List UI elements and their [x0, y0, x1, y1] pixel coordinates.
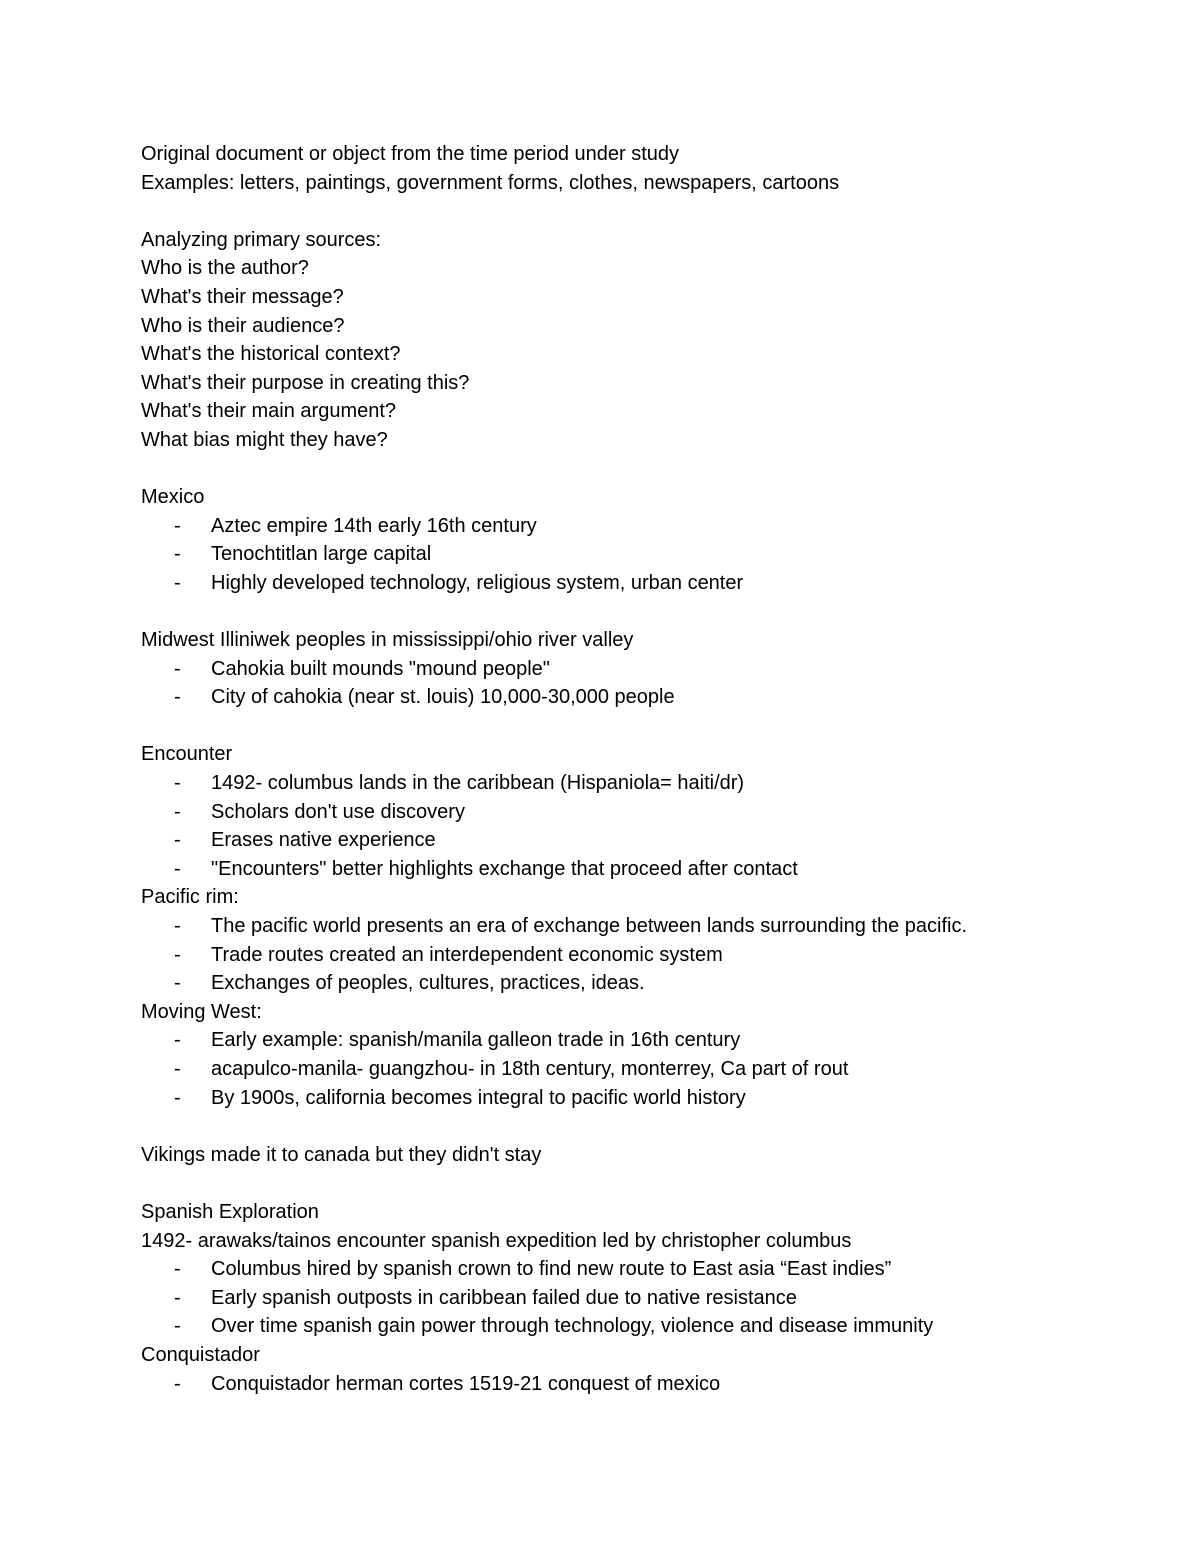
analyzing-question: What's their message? [141, 285, 344, 308]
analyzing-question: What's their purpose in creating this? [141, 371, 470, 394]
encounter-heading: Encounter [141, 743, 233, 766]
list-item-text: Aztec empire 14th early 16th century [211, 514, 537, 537]
analyzing-question: Who is the author? [141, 257, 309, 280]
list-item-text: Early example: spanish/manila galleon trade in 16th century [211, 1029, 741, 1052]
mexico-list-item [141, 512, 1141, 541]
pacific-list-item [141, 969, 1141, 998]
encounter-list-item [141, 855, 1141, 884]
bullet-dash: - [174, 1372, 181, 1395]
encounter-list-item [141, 826, 1141, 855]
analyzing-question: What's their main argument? [141, 400, 397, 423]
mexico-list-item [141, 540, 1141, 569]
bullet-dash: - [174, 915, 181, 938]
bullet-dash: - [174, 514, 181, 537]
bullet-dash: - [174, 772, 181, 795]
moving-west-list-item [141, 1084, 1141, 1113]
bullet-dash: - [174, 543, 181, 566]
analyzing-heading: Analyzing primary sources: [141, 228, 382, 251]
moving-west-list-item [141, 1026, 1141, 1055]
list-item-text: "Encounters" better highlights exchange that proceed after contact [211, 857, 798, 880]
pacific-heading: Pacific rim: [141, 886, 239, 909]
spacer [141, 1169, 1141, 1198]
spanish-list-item [141, 1284, 1141, 1313]
pacific-list-item [141, 912, 1141, 941]
midwest-heading: Midwest Illiniwek peoples in mississippi/ohio river valley [141, 629, 634, 652]
conquistador-heading: Conquistador [141, 1343, 260, 1366]
spacer [141, 197, 1141, 226]
bullet-dash: - [174, 657, 181, 680]
mexico-heading: Mexico [141, 486, 205, 509]
list-item-text: Erases native experience [211, 829, 436, 852]
bullet-dash: - [174, 1058, 181, 1080]
list-item-text: Columbus hired by spanish crown to find new route to East asia “East indies” [211, 1258, 892, 1281]
list-item-text: City of cahokia (near st. louis) 10,000-30,000 people [211, 686, 675, 709]
encounter-list-item [141, 769, 1141, 798]
bullet-dash: - [174, 1258, 181, 1281]
list-item-text: Scholars don't use discovery [211, 800, 465, 823]
bullet-dash: - [174, 1315, 181, 1338]
midwest-list-item [141, 655, 1141, 684]
list-item-text: Conquistador herman cortes 1519-21 conquest of mexico [211, 1372, 721, 1395]
moving-west-heading: Moving West: [141, 1000, 262, 1023]
list-item-text: By 1900s, california becomes integral to pacific world history [211, 1086, 746, 1109]
analyzing-question: Who is their audience? [141, 314, 345, 337]
list-item-text: Early spanish outposts in caribbean failed due to native resistance [211, 1286, 797, 1309]
spanish-heading: Spanish Exploration [141, 1200, 319, 1223]
spanish-list-item [141, 1312, 1141, 1341]
spacer [141, 1112, 1141, 1141]
list-item-text: Exchanges of peoples, cultures, practices, ideas. [211, 972, 645, 995]
bullet-dash: - [174, 1029, 181, 1052]
pacific-list-item [141, 941, 1141, 970]
list-item-text: Trade routes created an interdependent economic system [211, 943, 723, 966]
bullet-dash: - [174, 829, 181, 852]
bullet-dash: - [174, 800, 181, 823]
bullet-dash: - [174, 686, 181, 709]
list-item-text: Tenochtitlan large capital [211, 543, 432, 566]
document-page [141, 140, 1141, 1398]
list-item-text: 1492- columbus lands in the caribbean (Hispaniola= haiti/dr) [211, 772, 745, 795]
midwest-list-item [141, 683, 1141, 712]
bullet-dash: - [174, 1286, 181, 1309]
bullet-dash: - [174, 1086, 181, 1109]
bullet-dash: - [174, 943, 181, 966]
vikings-note: Vikings made it to canada but they didn't stay [141, 1143, 542, 1166]
encounter-list-item [141, 798, 1141, 827]
analyzing-question: What's the historical context? [141, 343, 401, 366]
conquistador-list-item [141, 1370, 1141, 1399]
analyzing-question: What bias might they have? [141, 428, 388, 451]
mexico-list-item [141, 569, 1141, 598]
spacer [141, 712, 1141, 741]
list-item-text: Over time spanish gain power through technology, violence and disease immunity [211, 1315, 934, 1338]
bullet-dash: - [174, 571, 181, 594]
list-item-text: Cahokia built mounds "mound people" [211, 657, 550, 680]
spacer [141, 455, 1141, 484]
spanish-subheading: 1492- arawaks/tainos encounter spanish expedition led by christopher columbus [141, 1229, 852, 1252]
intro-examples: Examples: letters, paintings, government forms, clothes, newspapers, cartoons [141, 171, 840, 194]
list-item-text: The pacific world presents an era of exchange between lands surrounding the pacific. [211, 915, 968, 938]
spacer [141, 598, 1141, 627]
list-item-text: Highly developed technology, religious system, urban center [211, 571, 744, 594]
bullet-dash: - [174, 972, 181, 995]
moving-west-list-item [141, 1055, 1141, 1084]
bullet-dash: - [174, 857, 181, 880]
spanish-list-item [141, 1255, 1141, 1284]
list-item-text: acapulco-manila- guangzhou- in 18th century, monterrey, Ca part of rout [211, 1058, 849, 1080]
intro-definition: Original document or object from the time period under study [141, 143, 680, 165]
